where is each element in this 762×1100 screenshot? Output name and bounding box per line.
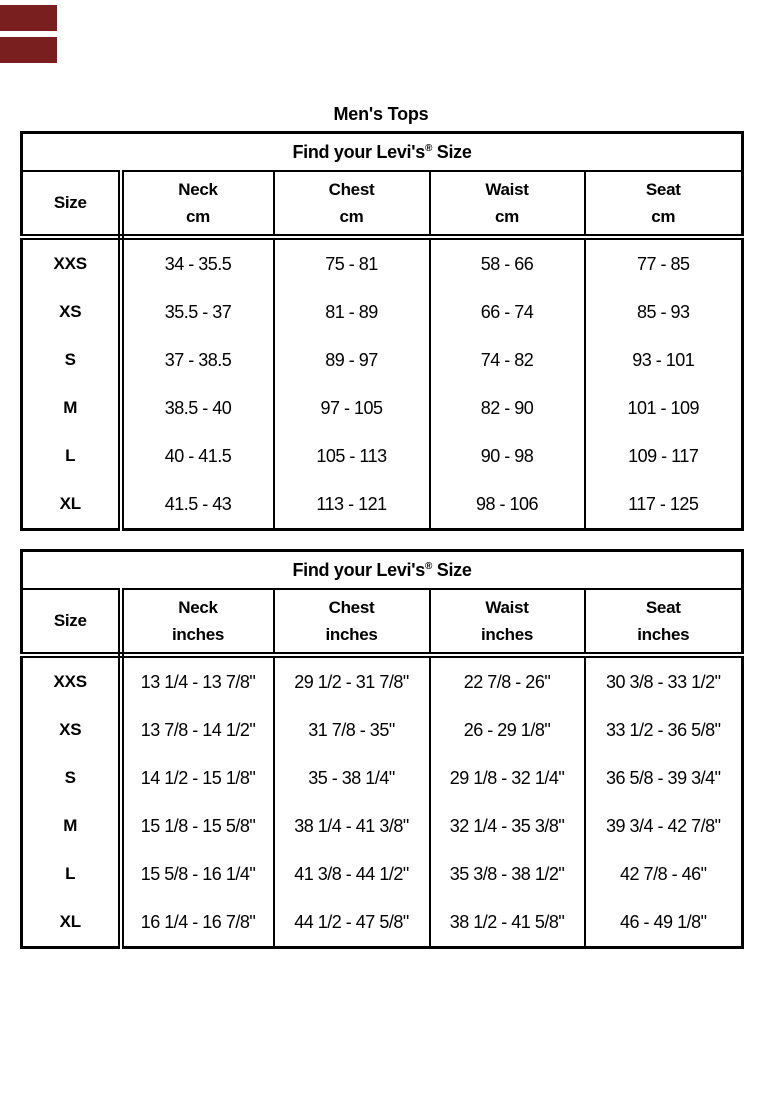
size-table-inches bbox=[20, 549, 744, 949]
value-cell: 85 - 93 bbox=[585, 288, 743, 336]
value-cell: 81 - 89 bbox=[274, 288, 430, 336]
column-header-seat bbox=[585, 171, 743, 237]
value-cell: 16 1/4 - 16 7/8" bbox=[121, 898, 274, 948]
column-unit: inches bbox=[171, 625, 225, 644]
value-cell: 15 1/8 - 15 5/8" bbox=[121, 802, 274, 850]
value-cell: 105 - 113 bbox=[274, 432, 430, 480]
value-cell: 82 - 90 bbox=[430, 384, 585, 432]
column-header-row bbox=[22, 171, 743, 237]
value-cell: 89 - 97 bbox=[274, 336, 430, 384]
size-cell: L bbox=[22, 850, 121, 898]
column-name: Seat bbox=[645, 598, 681, 617]
value-cell: 22 7/8 - 26" bbox=[430, 655, 585, 706]
table-body-cm bbox=[22, 237, 743, 530]
table-row bbox=[22, 706, 743, 754]
table-caption-row bbox=[22, 133, 743, 172]
table-caption: Find your Levi's® Size bbox=[22, 133, 743, 172]
value-cell: 75 - 81 bbox=[274, 237, 430, 288]
size-cell: S bbox=[22, 336, 121, 384]
size-cell: L bbox=[22, 432, 121, 480]
value-cell: 113 - 121 bbox=[274, 480, 430, 530]
value-cell: 35 - 38 1/4" bbox=[274, 754, 430, 802]
brand-mark-top bbox=[0, 5, 57, 31]
size-column-header: Size bbox=[22, 171, 121, 237]
table-row bbox=[22, 480, 743, 530]
value-cell: 41.5 - 43 bbox=[121, 480, 274, 530]
table-row bbox=[22, 288, 743, 336]
registered-trademark-icon: ® bbox=[424, 560, 433, 572]
value-cell: 58 - 66 bbox=[430, 237, 585, 288]
column-header-waist bbox=[430, 171, 585, 237]
value-cell: 15 5/8 - 16 1/4" bbox=[121, 850, 274, 898]
value-cell: 101 - 109 bbox=[585, 384, 743, 432]
column-unit: cm bbox=[186, 207, 210, 226]
value-cell: 26 - 29 1/8" bbox=[430, 706, 585, 754]
size-column-header: Size bbox=[22, 589, 121, 655]
value-cell: 29 1/2 - 31 7/8" bbox=[274, 655, 430, 706]
column-unit: cm bbox=[651, 207, 676, 226]
table-row bbox=[22, 802, 743, 850]
table-row bbox=[22, 898, 743, 948]
column-unit: inches bbox=[637, 625, 690, 644]
value-cell: 98 - 106 bbox=[430, 480, 585, 530]
column-unit: inches bbox=[325, 625, 378, 644]
size-cell: M bbox=[22, 384, 121, 432]
column-unit: cm bbox=[339, 207, 364, 226]
value-cell: 74 - 82 bbox=[430, 336, 585, 384]
table-row bbox=[22, 237, 743, 288]
column-unit: inches bbox=[480, 625, 534, 644]
value-cell: 32 1/4 - 35 3/8" bbox=[430, 802, 585, 850]
table-row bbox=[22, 850, 743, 898]
size-cell: M bbox=[22, 802, 121, 850]
value-cell: 117 - 125 bbox=[585, 480, 743, 530]
value-cell: 33 1/2 - 36 5/8" bbox=[585, 706, 743, 754]
value-cell: 38 1/2 - 41 5/8" bbox=[430, 898, 585, 948]
size-cell: XS bbox=[22, 288, 121, 336]
table-row bbox=[22, 384, 743, 432]
value-cell: 38 1/4 - 41 3/8" bbox=[274, 802, 430, 850]
value-cell: 97 - 105 bbox=[274, 384, 430, 432]
value-cell: 29 1/8 - 32 1/4" bbox=[430, 754, 585, 802]
size-cell: XS bbox=[22, 706, 121, 754]
value-cell: 37 - 38.5 bbox=[121, 336, 274, 384]
column-name: Seat bbox=[645, 180, 681, 199]
page-title: Men's Tops bbox=[333, 104, 429, 124]
value-cell: 44 1/2 - 47 5/8" bbox=[274, 898, 430, 948]
table-row bbox=[22, 754, 743, 802]
column-header-chest bbox=[274, 589, 430, 655]
brand-mark-bottom bbox=[0, 37, 57, 63]
table-caption-row bbox=[22, 551, 743, 590]
value-cell: 109 - 117 bbox=[585, 432, 743, 480]
value-cell: 38.5 - 40 bbox=[121, 384, 274, 432]
registered-trademark-icon: ® bbox=[424, 142, 433, 154]
value-cell: 35 3/8 - 38 1/2" bbox=[430, 850, 585, 898]
column-name: Chest bbox=[328, 598, 375, 617]
value-cell: 40 - 41.5 bbox=[121, 432, 274, 480]
size-cell: XL bbox=[22, 480, 121, 530]
value-cell: 35.5 - 37 bbox=[121, 288, 274, 336]
column-name: Waist bbox=[485, 180, 529, 199]
size-cell: XXS bbox=[22, 655, 121, 706]
column-name: Waist bbox=[485, 598, 529, 617]
column-name: Chest bbox=[328, 180, 375, 199]
value-cell: 77 - 85 bbox=[585, 237, 743, 288]
column-header-waist bbox=[430, 589, 585, 655]
size-cell: S bbox=[22, 754, 121, 802]
column-header-neck bbox=[121, 589, 274, 655]
value-cell: 31 7/8 - 35" bbox=[274, 706, 430, 754]
table-body-inches bbox=[22, 655, 743, 948]
column-name: Neck bbox=[178, 180, 218, 199]
column-header-row bbox=[22, 589, 743, 655]
size-table-cm bbox=[20, 131, 744, 531]
table-row bbox=[22, 336, 743, 384]
table-caption: Find your Levi's® Size bbox=[22, 551, 743, 590]
value-cell: 13 7/8 - 14 1/2" bbox=[121, 706, 274, 754]
value-cell: 13 1/4 - 13 7/8" bbox=[121, 655, 274, 706]
column-header-seat bbox=[585, 589, 743, 655]
value-cell: 39 3/4 - 42 7/8" bbox=[585, 802, 743, 850]
size-cell: XL bbox=[22, 898, 121, 948]
table-row bbox=[22, 432, 743, 480]
value-cell: 34 - 35.5 bbox=[121, 237, 274, 288]
column-header-neck bbox=[121, 171, 274, 237]
value-cell: 90 - 98 bbox=[430, 432, 585, 480]
value-cell: 93 - 101 bbox=[585, 336, 743, 384]
value-cell: 46 - 49 1/8" bbox=[585, 898, 743, 948]
value-cell: 41 3/8 - 44 1/2" bbox=[274, 850, 430, 898]
column-header-chest bbox=[274, 171, 430, 237]
value-cell: 66 - 74 bbox=[430, 288, 585, 336]
table-row bbox=[22, 655, 743, 706]
value-cell: 36 5/8 - 39 3/4" bbox=[585, 754, 743, 802]
value-cell: 42 7/8 - 46" bbox=[585, 850, 743, 898]
column-unit: cm bbox=[495, 207, 519, 226]
value-cell: 30 3/8 - 33 1/2" bbox=[585, 655, 743, 706]
column-name: Neck bbox=[178, 598, 218, 617]
value-cell: 14 1/2 - 15 1/8" bbox=[121, 754, 274, 802]
size-cell: XXS bbox=[22, 237, 121, 288]
